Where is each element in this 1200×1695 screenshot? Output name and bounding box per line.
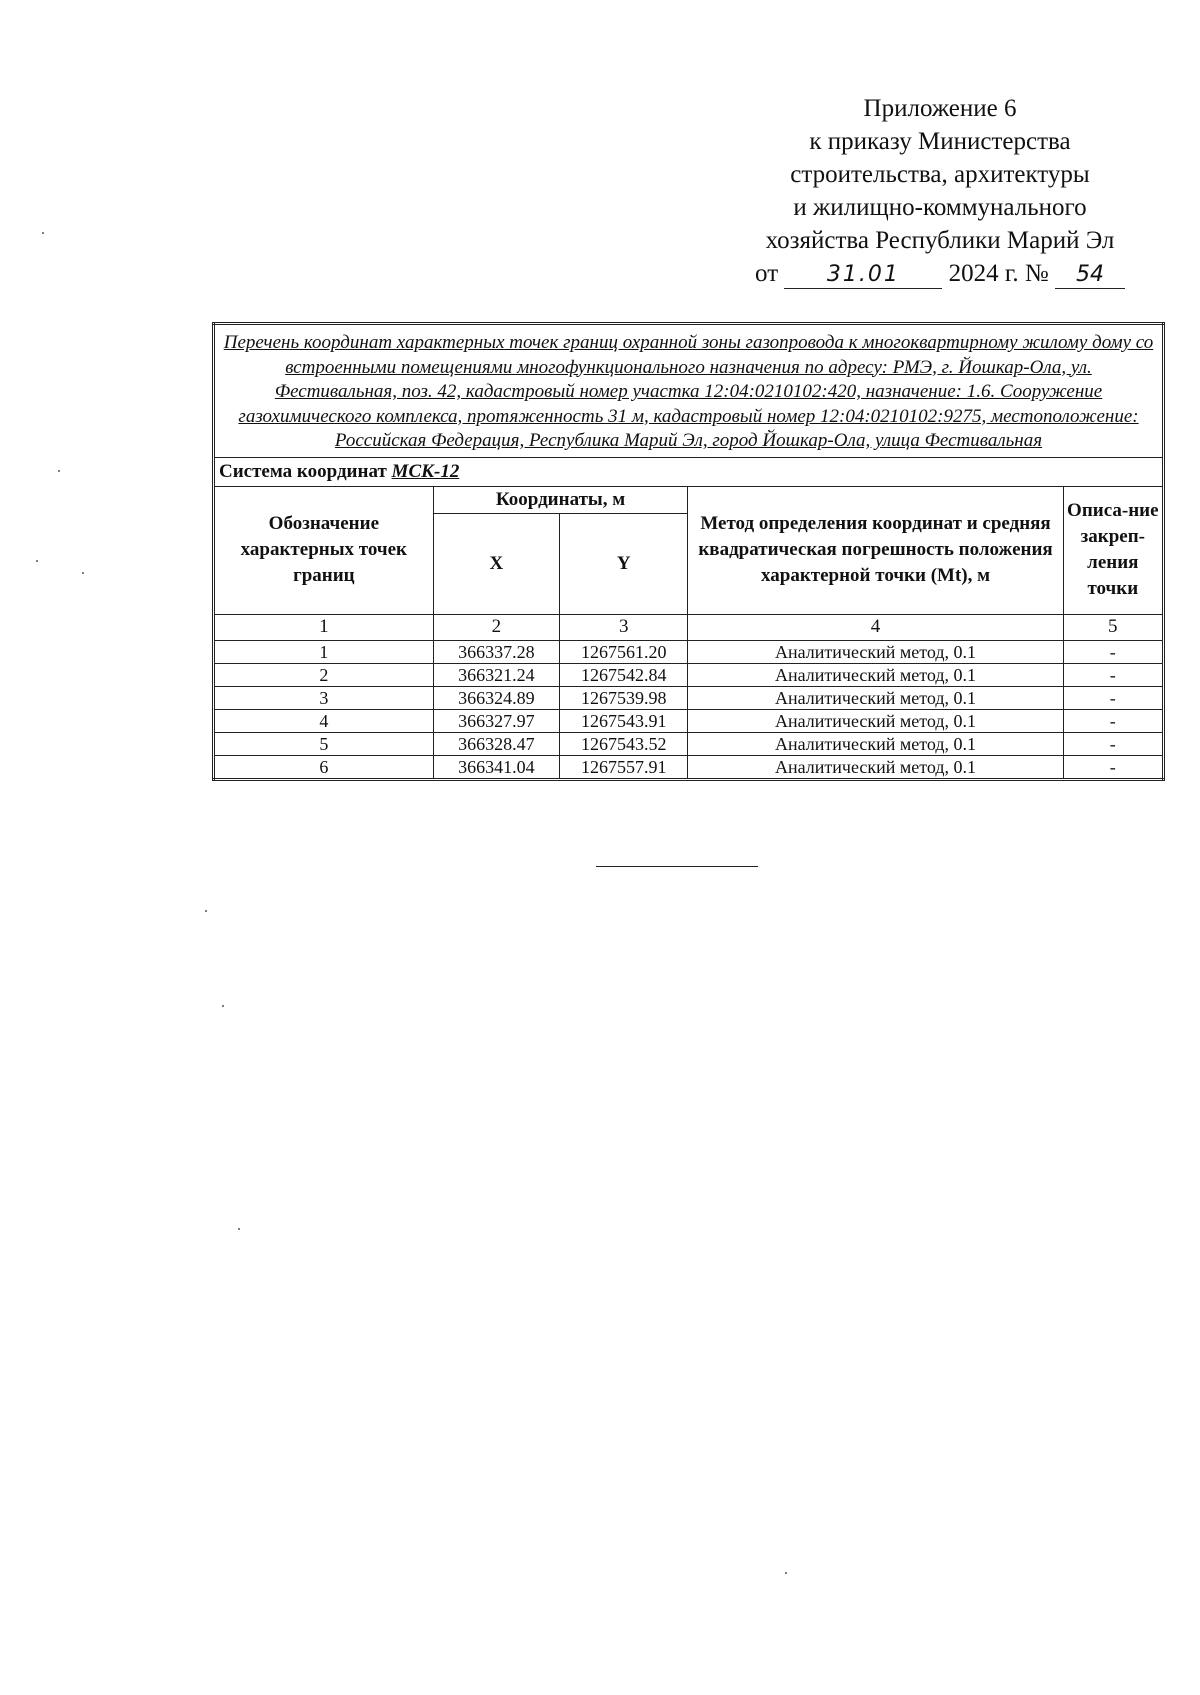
table-row — [214, 709, 1164, 732]
header-y: Y — [560, 513, 688, 614]
year-text: 2024 г. № — [948, 260, 1049, 287]
point-id: 2 — [214, 663, 434, 686]
table-row — [214, 640, 1164, 663]
ministry-name-line: и жилищно-коммунального — [793, 194, 1087, 221]
description-cell: - — [1063, 755, 1163, 779]
header-coordinates: Координаты, м — [433, 486, 688, 513]
point-id: 5 — [214, 732, 434, 755]
order-reference-line: к приказу Министерства — [809, 128, 1071, 155]
header-designation: Обозначение характерных точек границ — [214, 486, 434, 614]
coordinate-system-row — [214, 457, 1164, 486]
x-coordinate: 366327.97 — [433, 709, 559, 732]
appendix-heading — [720, 92, 1160, 290]
point-id: 1 — [214, 640, 434, 663]
method-cell: Аналитический метод, 0.1 — [688, 709, 1063, 732]
column-number: 5 — [1063, 614, 1163, 640]
scan-speck — [42, 232, 44, 234]
coordinates-table — [212, 322, 1165, 781]
table-row — [214, 755, 1164, 779]
column-numbers-row — [214, 614, 1164, 640]
y-coordinate: 1267539.98 — [560, 686, 688, 709]
scan-speck — [222, 1005, 224, 1007]
description-cell: - — [1063, 663, 1163, 686]
method-cell: Аналитический метод, 0.1 — [688, 640, 1063, 663]
column-number: 3 — [560, 614, 688, 640]
order-date-line — [720, 257, 1160, 290]
header-description: Описа-ние закреп-ления точки — [1063, 486, 1163, 614]
x-coordinate: 366341.04 — [433, 755, 559, 779]
description-cell: - — [1063, 640, 1163, 663]
header-x: X — [433, 513, 559, 614]
scan-speck — [238, 1228, 240, 1230]
point-id: 3 — [214, 686, 434, 709]
column-number: 2 — [433, 614, 559, 640]
description-cell: - — [1063, 686, 1163, 709]
scan-speck — [82, 572, 84, 574]
date-prefix: от — [755, 260, 779, 287]
table-row — [214, 686, 1164, 709]
closing-line — [596, 866, 758, 867]
x-coordinate: 366328.47 — [433, 732, 559, 755]
method-cell: Аналитический метод, 0.1 — [688, 686, 1063, 709]
description-cell: - — [1063, 732, 1163, 755]
table-row — [214, 732, 1164, 755]
scan-speck — [785, 1572, 787, 1574]
header-method: Метод определения координат и средняя квадратическая погрешность положения характерной точки (Mt), м — [688, 486, 1063, 614]
coordinate-system-value: МСК-12 — [391, 460, 460, 482]
point-id: 4 — [214, 709, 434, 732]
method-cell: Аналитический метод, 0.1 — [688, 732, 1063, 755]
scan-speck — [205, 910, 207, 912]
x-coordinate: 366324.89 — [433, 686, 559, 709]
coordinate-system-label: Система координат — [219, 460, 387, 482]
method-cell: Аналитический метод, 0.1 — [688, 663, 1063, 686]
ministry-name-line: хозяйства Республики Марий Эл — [765, 227, 1115, 254]
scan-speck — [58, 470, 60, 472]
table-row — [214, 663, 1164, 686]
method-cell: Аналитический метод, 0.1 — [688, 755, 1063, 779]
handwritten-date: 31.01 — [784, 262, 942, 289]
y-coordinate: 1267557.91 — [560, 755, 688, 779]
column-number: 1 — [214, 614, 434, 640]
point-id: 6 — [214, 755, 434, 779]
x-coordinate: 366321.24 — [433, 663, 559, 686]
appendix-title: Приложение 6 — [863, 95, 1017, 122]
ministry-name-line: строительства, архитектуры — [790, 161, 1090, 188]
table-caption: Перечень координат характерных точек границ охранной зоны газопровода к многоквартирному жилому дому со встроенными помещениями многофункционального назначения по адресу: РМЭ, г. Йошкар-Ола, ул. Фестивальная, поз. 42, кадастровый номер участка 12:04:0210102:420, назначение: 1.6. Сооружение газохимического комплекса, протяженность 31 м, кадастровый номер 12:04:0210102:9275, местоположение: Российская Федерация, Республика Марий Эл, город Йошкар-Ола, улица Фестивальная — [214, 324, 1164, 458]
x-coordinate: 366337.28 — [433, 640, 559, 663]
y-coordinate: 1267543.52 — [560, 732, 688, 755]
column-number: 4 — [688, 614, 1063, 640]
scan-speck — [36, 560, 38, 562]
y-coordinate: 1267561.20 — [560, 640, 688, 663]
y-coordinate: 1267543.91 — [560, 709, 688, 732]
y-coordinate: 1267542.84 — [560, 663, 688, 686]
handwritten-order-number: 54 — [1055, 262, 1125, 289]
description-cell: - — [1063, 709, 1163, 732]
